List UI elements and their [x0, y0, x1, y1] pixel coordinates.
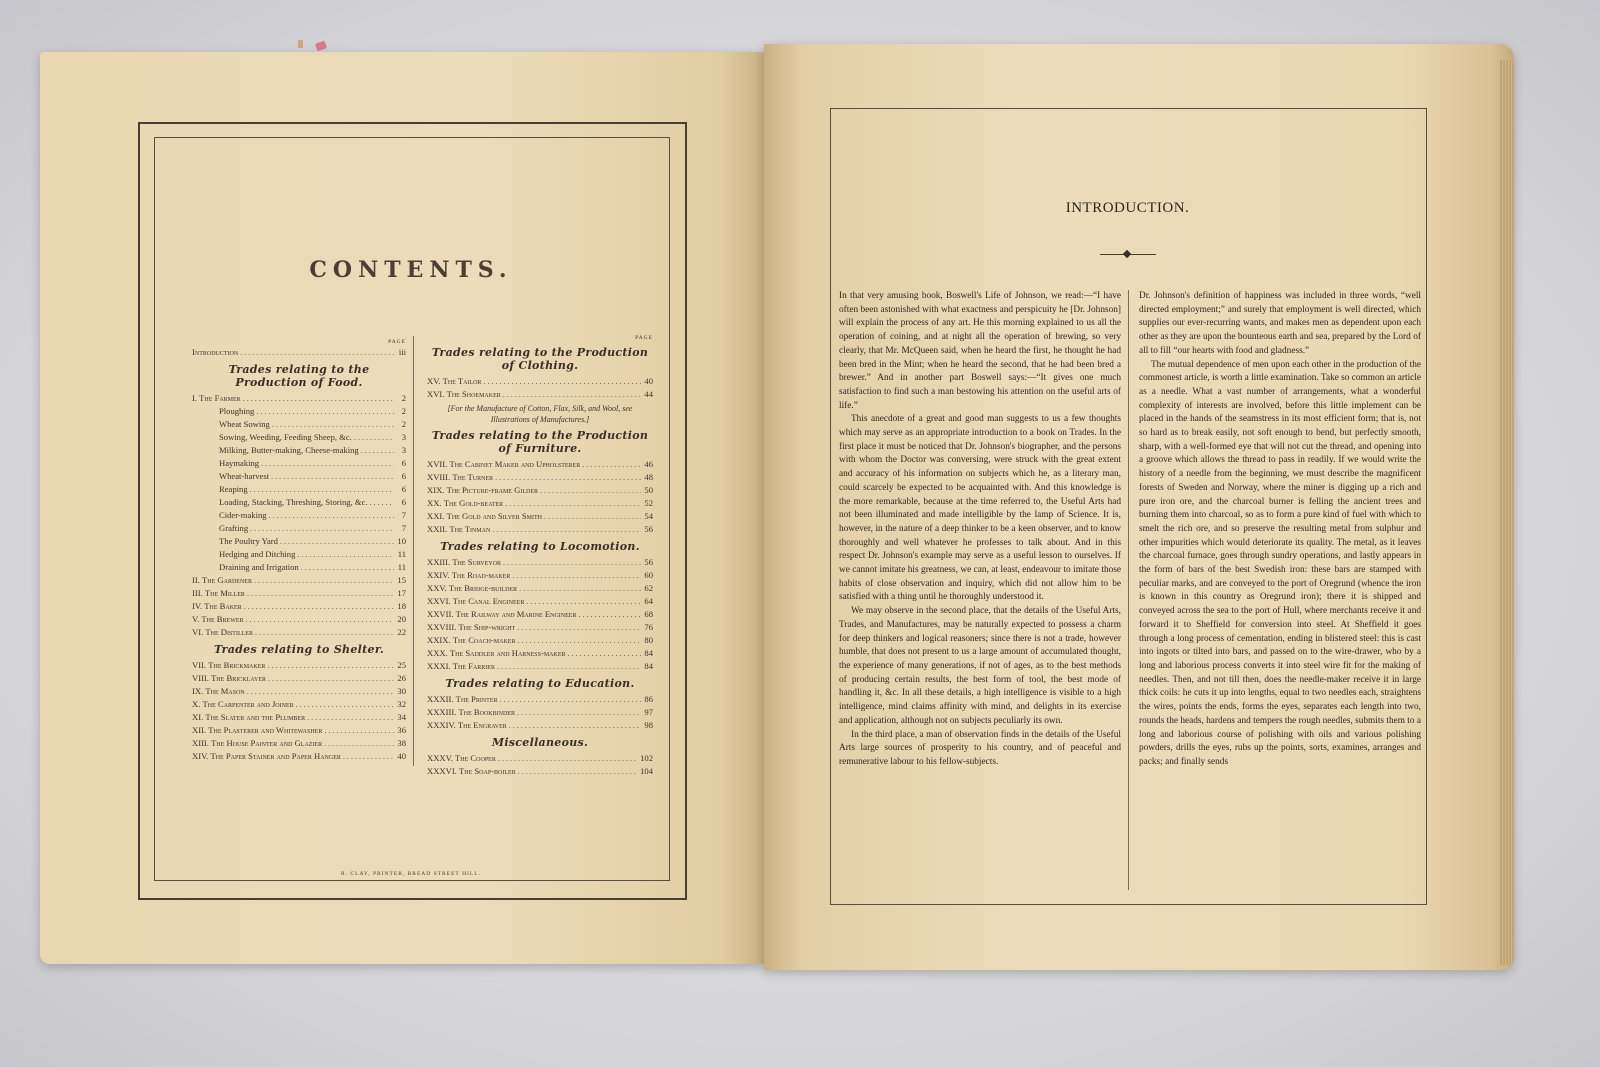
toc-entry	[427, 765, 653, 778]
toc-number: XIV.	[192, 751, 209, 761]
toc-entry	[192, 626, 406, 639]
toc-page: 56	[644, 557, 653, 567]
paragraph: Dr. Johnson's definition of happiness was included in three words, “well directed employment;” and surely that employment is well directed, which supplies our ever-recurring wants, and makes men as dependent upon each other as they are upon the bounteous earth and sea, prepared by the Lord of all to fill “our hearts with food and gladness.”	[1139, 291, 1421, 356]
paragraph: The mutual dependence of men upon each other in the production of the commonest article, is worth a little examination. Take so common an article as a needle. What a vast number of arrangements, what a wonderful complexity of interests are involved, before this little implement can be placed in the hands of the seamstress in its most efficient form; that is, not so hard as to break easily, not soft enough to bend, but perfectly smooth, sharp, with a well-formed eye that will not cut the thread, and opening into a groove which allows the thread to pass in readily. If we would write the history of a needle from the beginning, we must describe the magnificent forests of Sweden and Norway, where the miner is digging up a rich and pure iron ore, and the charcoal burner is felling the ancient trees and burning them into charcoal, so as to form a pure kind of fuel with which to smelt the rich ore, and so preserve the resulting metal from sulphur and other impurities which would deteriorate its quality. The metal, as it leaves the charcoal furnace, goes through sundry operations, and lastly appears in the form of bars of the best Swedish iron: these bars are stamped with peculiar marks, and are conveyed to the port of Oregrund (whence the iron is known in this country as Oregrund iron); there it is shipped and conveyed across the sea to the port of Hull, where merchants receive it and forward it to Sheffield for conversion into steel. At Sheffield it goes through a long process of cementation, ending in blistered steel: this is cast into ingots or tilted into bars, and passed on to the wire-drawer, who by a long and laborious process converts it into steel wire fit for the making of needles. Then, and not till then, does the needle-maker receive it in large thick coils: he cuts it up into lengths, equal to two needles each, straightens the wires, points the ends, forms the eyes, separates each length into two, rounds the heads, hardens and tempers the rough needles, submits them to a long and laborious course of polishing with oils and various polishing powders, drills the eyes, rubs up the points, sorts, examines, arranges and packs; and finally sends	[1139, 359, 1421, 767]
section-heading-food: Trades relating to the Production of Food.	[228, 363, 370, 389]
toc-label: Loading, Stacking, Threshing, Storing, &c.	[219, 497, 368, 507]
toc-entry	[427, 719, 653, 732]
toc-subentry	[192, 548, 406, 561]
toc-page: 2	[401, 393, 406, 403]
toc-page: 98	[644, 720, 653, 730]
locomotion-entries	[427, 556, 653, 673]
toc-page: 48	[644, 472, 653, 482]
toc-number: V.	[192, 614, 200, 624]
toc-label: Sowing, Weeding, Feeding Sheep, &c.	[219, 432, 352, 442]
toc-page: 84	[644, 661, 653, 671]
toc-label: The Printer	[455, 694, 498, 704]
page-edges	[1500, 60, 1514, 965]
toc-label: The Soap-boiler	[459, 766, 516, 776]
introduction-column-divider	[1128, 290, 1129, 890]
toc-entry	[427, 634, 653, 647]
toc-label: Wheat Sowing	[219, 419, 270, 429]
toc-entry	[427, 497, 653, 510]
toc-number: XII.	[192, 725, 207, 735]
toc-page: 7	[401, 510, 406, 520]
toc-label: The Saddler and Harness-maker	[449, 648, 566, 658]
toc-page: 44	[644, 389, 653, 399]
toc-entry	[192, 587, 406, 600]
toc-entry	[427, 647, 653, 660]
toc-number: XXXVI.	[427, 766, 457, 776]
toc-entry	[192, 750, 406, 763]
farmer-subentries	[192, 405, 406, 574]
toc-subentry	[192, 496, 406, 509]
introduction-title: INTRODUCTION.	[1065, 200, 1190, 216]
introduction-column-1	[839, 290, 1121, 770]
toc-number: XXX.	[427, 648, 448, 658]
toc-page: 2	[401, 406, 406, 416]
toc-entry	[192, 600, 406, 613]
toc-page: 80	[644, 635, 653, 645]
contents-column-1	[192, 338, 406, 763]
toc-page: 40	[397, 751, 406, 761]
section-heading-shelter: Trades relating to Shelter.	[213, 643, 385, 656]
toc-number: XVI.	[427, 389, 445, 399]
toc-subentry	[192, 561, 406, 574]
paragraph: In the third place, a man of observation finds in the details of the Useful Arts large sources of prosperity to his country, and of peaceful and remunerative labour to his fellow-subjects.	[839, 729, 1121, 767]
toc-page: 15	[397, 575, 406, 585]
toc-label: The Miller	[204, 588, 245, 598]
toc-label: Milking, Butter-making, Cheese-making	[219, 445, 359, 455]
toc-page: 26	[397, 673, 406, 683]
toc-page: 7	[401, 523, 406, 533]
contents-column-2	[427, 334, 653, 778]
toc-page: 40	[644, 376, 653, 386]
toc-number: VI.	[192, 627, 204, 637]
toc-page: 54	[644, 511, 653, 521]
toc-entry	[427, 388, 653, 401]
toc-entry	[427, 569, 653, 582]
binding-thread	[298, 40, 303, 48]
toc-entry	[427, 595, 653, 608]
toc-label: Introduction	[192, 347, 239, 357]
toc-subentry	[192, 405, 406, 418]
toc-number: IV.	[192, 601, 203, 611]
section-heading-clothing: Trades relating to the Production of Clothing.	[431, 346, 649, 372]
toc-page: 68	[644, 609, 653, 619]
toc-number: XXVII.	[427, 609, 454, 619]
toc-number: XXXII.	[427, 694, 454, 704]
toc-page: 60	[644, 570, 653, 580]
furniture-entries	[427, 458, 653, 536]
toc-number: XI.	[192, 712, 204, 722]
toc-label: The Bricklayer	[211, 673, 267, 683]
toc-label: The Road-maker	[451, 570, 511, 580]
toc-page: 22	[397, 627, 406, 637]
toc-number: III.	[192, 588, 203, 598]
toc-label: The Gold and Silver Smith	[446, 511, 542, 521]
toc-page: iii	[398, 347, 406, 357]
toc-page: 84	[644, 648, 653, 658]
toc-entry	[427, 375, 653, 388]
toc-label: The Paper Stainer and Paper Hanger	[210, 751, 341, 761]
toc-entry	[427, 471, 653, 484]
toc-label: Cider-making	[219, 510, 267, 520]
toc-page: 18	[397, 601, 406, 611]
toc-label: The Bridge-builder	[448, 583, 518, 593]
toc-number: XXIII.	[427, 557, 451, 567]
page-column-label: PAGE	[388, 339, 406, 345]
toc-entry	[427, 608, 653, 621]
toc-number: X.	[192, 699, 201, 709]
toc-subentry	[192, 431, 406, 444]
toc-number: XXIV.	[427, 570, 450, 580]
toc-subentry	[192, 418, 406, 431]
contents-title: CONTENTS.	[309, 257, 513, 283]
toc-label: Wheat-harvest	[219, 471, 270, 481]
toc-label: The Carpenter and Joiner	[202, 699, 294, 709]
education-entries	[427, 693, 653, 732]
toc-number: XXVIII.	[427, 622, 457, 632]
food-entries	[192, 574, 406, 639]
toc-page: 3	[401, 445, 406, 455]
toc-number: XIII.	[192, 738, 209, 748]
toc-entry	[192, 392, 406, 405]
toc-label: The House Painter and Glazier	[211, 738, 323, 748]
section-heading-miscellaneous: Miscellaneous.	[491, 736, 589, 749]
toc-page: 3	[401, 432, 406, 442]
toc-number: XXVI.	[427, 596, 451, 606]
toc-page: 6	[401, 497, 406, 507]
toc-entry	[427, 556, 653, 569]
toc-page: 97	[644, 707, 653, 717]
printer-imprint: R. CLAY, PRINTER, BREAD STREET HILL.	[341, 871, 481, 877]
toc-number: XXIX.	[427, 635, 451, 645]
toc-number: XV.	[427, 376, 441, 386]
toc-label: The Poultry Yard	[219, 536, 278, 546]
contents-column-divider	[413, 336, 414, 766]
toc-page: 32	[397, 699, 406, 709]
toc-entry	[427, 458, 653, 471]
section-heading-locomotion: Trades relating to Locomotion.	[440, 540, 640, 553]
toc-label: The Tinman	[449, 524, 491, 534]
toc-entry	[192, 724, 406, 737]
toc-page: 34	[397, 712, 406, 722]
toc-page: 102	[640, 753, 653, 763]
toc-entry	[427, 621, 653, 634]
toc-page: 50	[644, 485, 653, 495]
toc-page: 76	[644, 622, 653, 632]
misc-entries	[427, 752, 653, 778]
toc-label: The Bookbinder	[458, 707, 515, 717]
toc-label: The Farrier	[452, 661, 495, 671]
toc-entry	[427, 706, 653, 719]
toc-page: 25	[397, 660, 406, 670]
toc-subentry	[192, 522, 406, 535]
toc-label: The Canal Engineer	[452, 596, 525, 606]
page-column-label: PAGE	[635, 335, 653, 341]
toc-entry	[427, 523, 653, 536]
paragraph: In that very amusing book, Boswell's Life of Johnson, we read:—“I have often been astonished with what exactness and perspicuity he [Dr. Johnson] will explain the process of any art. He this morning explained to us all the operation of coining, and at night all the operation of brewing, so very clearly, that Mr. McQueen said, when he heard the first, he thought he had been bred in the Mint; when he heard the second, that he had been bred a brewer.” And in another part Boswell says:—“It gives one much satisfaction to find such a man bestowing his attention on the useful arts of life.”	[839, 291, 1121, 411]
clothing-entries	[427, 375, 653, 401]
toc-label: Grafting	[219, 523, 249, 533]
toc-subentry	[192, 535, 406, 548]
toc-page: 64	[644, 596, 653, 606]
toc-page: 20	[397, 614, 406, 624]
paragraph: This anecdote of a great and good man suggests to us a few thoughts which may serve as an appropriate introduction to a book on Trades. In the first place it must be noticed that Dr. Johnson's biographer, and the persons with whom the Doctor was conversing, were struck with the great extent and accuracy of his information on subjects which he, as a literary man, could scarcely be expected to be acquainted with. And this knowledge is the more remarkable, because at the time referred to, the Useful Arts had not been illuminated and made intelligible by the lamp of Science. It is, however, in the nature of a deep thinker to be a keen observer, and to know thoroughly and well whatever he professes to talk about. And in this respect Dr. Johnson's example may serve as a useful lesson to ourselves. If we cannot imitate his greatness, we can, at least, endeavour to imitate those habits of close observation and inquiry, which did not allow him to be satisfied with a thing until he thoroughly understood it.	[839, 414, 1121, 603]
toc-entry	[427, 660, 653, 673]
toc-number: XXII.	[427, 524, 448, 534]
toc-label: The Cabinet Maker and Upholsterer	[449, 459, 581, 469]
toc-number: XVIII.	[427, 472, 451, 482]
toc-page: 30	[397, 686, 406, 696]
toc-page: 86	[644, 694, 653, 704]
toc-page: 11	[397, 549, 406, 559]
toc-subentry	[192, 509, 406, 522]
toc-page: 6	[401, 458, 406, 468]
toc-label: The Picture-frame Gilder	[446, 485, 538, 495]
toc-subentry	[192, 457, 406, 470]
toc-entry	[427, 693, 653, 706]
toc-number: XXI.	[427, 511, 445, 521]
toc-entry	[192, 685, 406, 698]
toc-label: The Cooper	[455, 753, 496, 763]
toc-label: The Farmer	[199, 393, 241, 403]
section-heading-furniture: Trades relating to the Production of Furniture.	[431, 429, 649, 455]
toc-label: The Tailor	[442, 376, 482, 386]
toc-entry	[192, 698, 406, 711]
toc-page: 56	[644, 524, 653, 534]
toc-entry	[427, 510, 653, 523]
toc-number: XXV.	[427, 583, 447, 593]
toc-entry	[427, 752, 653, 765]
toc-number: XXXI.	[427, 661, 451, 671]
toc-label: The Brickmaker	[208, 660, 266, 670]
toc-label: Draining and Irrigation	[219, 562, 299, 572]
toc-number: VIII.	[192, 673, 209, 683]
toc-label: The Mason	[205, 686, 245, 696]
toc-label: The Slater and the Plumber	[205, 712, 306, 722]
toc-number: IX.	[192, 686, 204, 696]
toc-entry	[192, 737, 406, 750]
toc-number: II.	[192, 575, 200, 585]
toc-page: 38	[397, 738, 406, 748]
toc-number: XXXV.	[427, 753, 453, 763]
toc-page: 17	[397, 588, 406, 598]
toc-label: The Baker	[204, 601, 242, 611]
toc-entry	[192, 711, 406, 724]
toc-label: The Brewer	[201, 614, 244, 624]
toc-page: 46	[644, 459, 653, 469]
toc-number: XXXIII.	[427, 707, 457, 717]
toc-label: The Turner	[452, 472, 494, 482]
toc-entry	[192, 613, 406, 626]
toc-page: 36	[397, 725, 406, 735]
introduction-column-2	[1139, 290, 1421, 770]
toc-label: The Gardener	[202, 575, 252, 585]
toc-label: The Engraver	[457, 720, 507, 730]
toc-number: XX.	[427, 498, 442, 508]
toc-entry	[427, 484, 653, 497]
toc-label: The Railway and Marine Engineer	[455, 609, 577, 619]
toc-label: The Gold-beater	[443, 498, 504, 508]
shelter-entries	[192, 659, 406, 763]
toc-label: The Ship-wright	[458, 622, 516, 632]
toc-label: The Shoemaker	[446, 389, 501, 399]
toc-number: XVII.	[427, 459, 448, 469]
toc-page: 11	[397, 562, 406, 572]
toc-number: I.	[192, 393, 198, 403]
toc-entry	[192, 346, 406, 359]
toc-entry	[192, 574, 406, 587]
paragraph: We may observe in the second place, that the details of the Useful Arts, Trades, and Manufactures, may be naturally expected to possess a charm for deep thinkers and logical reasoners; since there is not a trade, however humble, that does not present to us a large amount of accumulated thought, the experience of many generations, if not of ages, as to the best methods of producing certain results, the best form of tool, the best mode of handling it, &c. In all these details, a high intelligence is visible to a high intelligence, mind claims affinity with mind, and delights in its exercise and application, although not on subjects peculiarly its own.	[839, 606, 1121, 726]
toc-label: The Coach-maker	[452, 635, 516, 645]
toc-label: The Surveyor	[452, 557, 502, 567]
toc-page: 6	[401, 471, 406, 481]
toc-label: The Plasterer and Whitewasher	[208, 725, 323, 735]
toc-label: Haymaking	[219, 458, 260, 468]
toc-page: 10	[397, 536, 406, 546]
toc-number: XXXIV.	[427, 720, 456, 730]
section-heading-education: Trades relating to Education.	[445, 677, 635, 690]
toc-entry	[192, 659, 406, 672]
toc-subentry	[192, 483, 406, 496]
toc-entry	[427, 582, 653, 595]
toc-label: Reaping	[219, 484, 248, 494]
toc-subentry	[192, 470, 406, 483]
toc-label: The Distiller	[205, 627, 253, 637]
toc-label: Ploughing	[219, 406, 255, 416]
toc-page: 62	[644, 583, 653, 593]
toc-label: Hedging and Ditching	[219, 549, 296, 559]
toc-page: 6	[401, 484, 406, 494]
toc-number: XIX.	[427, 485, 445, 495]
toc-page: 2	[401, 419, 406, 429]
toc-entry	[192, 672, 406, 685]
clothing-note: [For the Manufacture of Cotton, Flax, Silk, and Wool, see Illustrations of Manufactures.]	[447, 404, 633, 424]
toc-page: 52	[644, 498, 653, 508]
toc-subentry	[192, 444, 406, 457]
toc-number: VII.	[192, 660, 207, 670]
toc-page: 104	[640, 766, 653, 776]
